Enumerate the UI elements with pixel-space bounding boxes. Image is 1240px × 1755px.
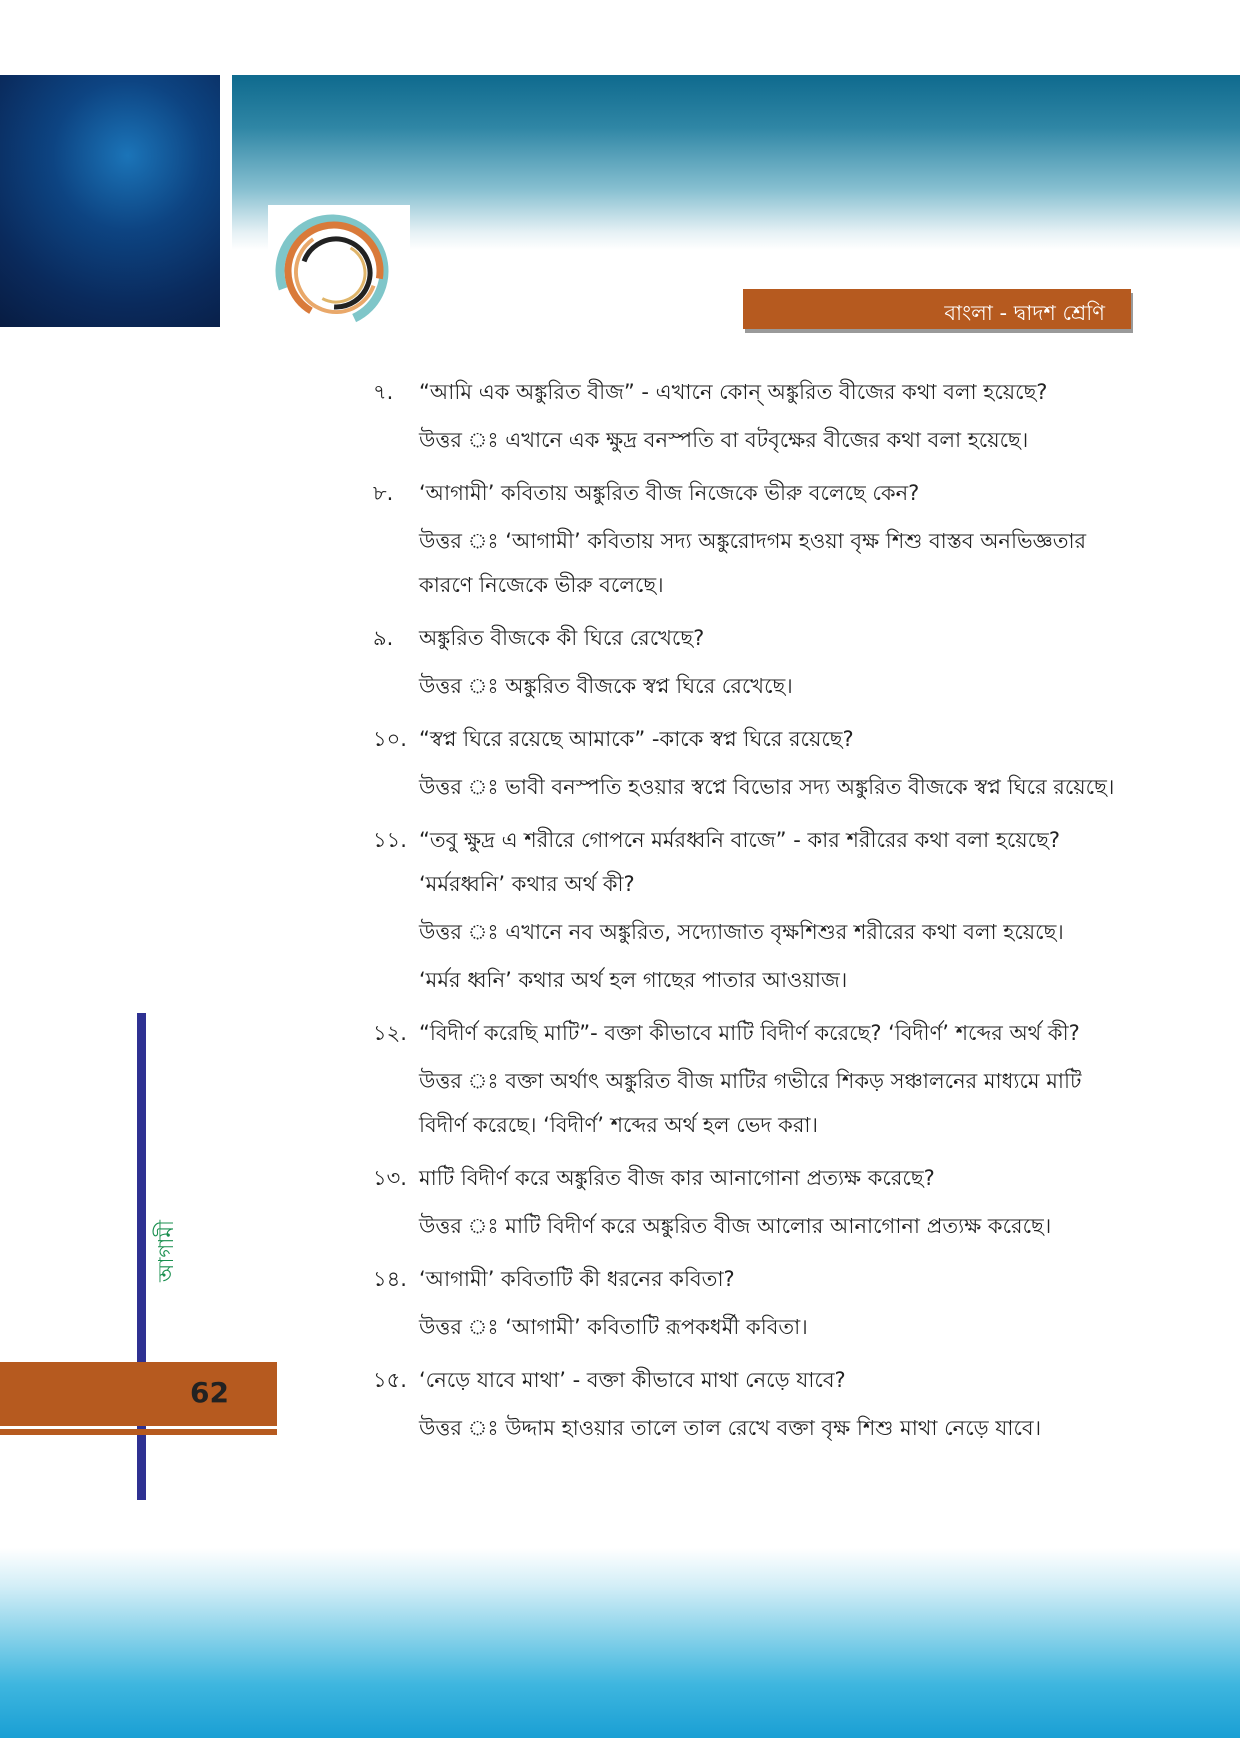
qa-item	[373, 1156, 1133, 1248]
chapter-vertical-label: আগামী	[154, 1219, 178, 1282]
question-text: “বিদীর্ণ করেছি মাটি”- বক্তা কীভাবে মাটি বিদীর্ণ করেছে? ‘বিদীর্ণ’ শব্দের অর্থ কী?	[419, 1021, 1080, 1045]
answer-text-continued: ‘মর্মর ধ্বনি’ কথার অর্থ হল গাছের পাতার আওয়াজ।	[419, 968, 848, 992]
subject-header-text: বাংলা - দ্বাদশ শ্রেণি	[944, 301, 1105, 325]
question-text: অঙ্কুরিত বীজকে কী ঘিরে রেখেছে?	[419, 626, 705, 650]
question-number: ৭.	[373, 380, 394, 404]
question-text: ‘আগামী’ কবিতাটি কী ধরনের কবিতা?	[419, 1267, 735, 1291]
question-number: ১০.	[373, 727, 407, 751]
subject-header-label	[743, 289, 1131, 329]
question	[373, 1156, 1133, 1200]
answer-text: উত্তর ঃ অঙ্কুরিত বীজকে স্বপ্ন ঘিরে রেখেছে।	[419, 674, 793, 698]
question-text: “আমি এক অঙ্কুরিত বীজ” - এখানে কোন্ অঙ্কুরিত বীজের কথা বলা হয়েছে?	[419, 380, 1048, 404]
question	[373, 616, 1133, 660]
question	[373, 370, 1133, 414]
circle-logo-icon	[268, 205, 410, 347]
answer-text: উত্তর ঃ এখানে নব অঙ্কুরিত, সদ্যোজাত বৃক্ষশিশুর শরীরের কথা বলা হয়েছে।	[419, 920, 1064, 944]
answer-text: উত্তর ঃ উদ্দাম হাওয়ার তালে তাল রেখে বক্তা বৃক্ষ শিশু মাথা নেড়ে যাবে।	[419, 1416, 1042, 1440]
question-number: ১৫.	[373, 1368, 407, 1392]
question-number: ১৪.	[373, 1267, 407, 1291]
question-number: ১১.	[373, 828, 407, 852]
page-number-underline	[0, 1429, 277, 1435]
answer-text: উত্তর ঃ এখানে এক ক্ষুদ্র বনস্পতি বা বটবৃক্ষের বীজের কথা বলা হয়েছে।	[419, 428, 1029, 452]
question-number: ১৩.	[373, 1166, 407, 1190]
page-number-bar	[0, 1362, 277, 1426]
qa-item	[373, 1011, 1133, 1147]
question	[373, 471, 1133, 515]
top-left-decor-block	[0, 75, 220, 327]
answer-text: উত্তর ঃ ভাবী বনস্পতি হওয়ার স্বপ্নে বিভোর সদ্য অঙ্কুরিত বীজকে স্বপ্ন ঘিরে রয়েছে।	[419, 775, 1115, 799]
answer-text: উত্তর ঃ ‘আগামী’ কবিতাটি রূপকধর্মী কবিতা।	[419, 1315, 808, 1339]
question-text: ‘নেড়ে যাবে মাথা’ - বক্তা কীভাবে মাথা নেড়ে যাবে?	[419, 1368, 846, 1392]
qa-item	[373, 1257, 1133, 1349]
qa-list	[373, 370, 1133, 1459]
question-text: “স্বপ্ন ঘিরে রয়েছে আমাকে” -কাকে স্বপ্ন ঘিরে রয়েছে?	[419, 727, 854, 751]
question	[373, 1011, 1133, 1055]
answer-text: উত্তর ঃ বক্তা অর্থাৎ অঙ্কুরিত বীজ মাটির গভীরে শিকড় সঞ্চালনের মাধ্যমে মাটি বিদীর্ণ করেছে। ‘বিদীর্ণ’ শব্দের অর্থ হল ভেদ করা।	[419, 1069, 1082, 1137]
question-text: “তবু ক্ষুদ্র এ শরীরে গোপনে মর্মরধ্বনি বাজে” - কার শরীরের কথা বলা হয়েছে? ‘মর্মরধ্বনি’ কথার অর্থ কী?	[419, 828, 1060, 896]
answer-text: উত্তর ঃ মাটি বিদীর্ণ করে অঙ্কুরিত বীজ আলোর আনাগোনা প্রত্যক্ষ করেছে।	[419, 1214, 1052, 1238]
page-number: 62	[190, 1376, 229, 1409]
qa-item	[373, 818, 1133, 1002]
question-text: মাটি বিদীর্ণ করে অঙ্কুরিত বীজ কার আনাগোনা প্রত্যক্ষ করেছে?	[419, 1166, 935, 1190]
question	[373, 1257, 1133, 1301]
qa-item	[373, 717, 1133, 809]
question-text: ‘আগামী’ কবিতায় অঙ্কুরিত বীজ নিজেকে ভীরু বলেছে কেন?	[419, 481, 920, 505]
qa-item	[373, 471, 1133, 607]
question-number: ৮.	[373, 481, 394, 505]
qa-item	[373, 1358, 1133, 1450]
question-number: ৯.	[373, 626, 394, 650]
bottom-gradient-band	[0, 1548, 1240, 1738]
sidebar-vertical-rule	[137, 1013, 146, 1500]
question-number: ১২.	[373, 1021, 407, 1045]
qa-item	[373, 616, 1133, 708]
question	[373, 818, 1133, 906]
question	[373, 1358, 1133, 1402]
qa-item	[373, 370, 1133, 462]
answer-text: উত্তর ঃ ‘আগামী’ কবিতায় সদ্য অঙ্কুরোদগম হওয়া বৃক্ষ শিশু বাস্তব অনভিজ্ঞতার কারণে নিজেকে ভীরু বলেছে।	[419, 529, 1087, 597]
question	[373, 717, 1133, 761]
